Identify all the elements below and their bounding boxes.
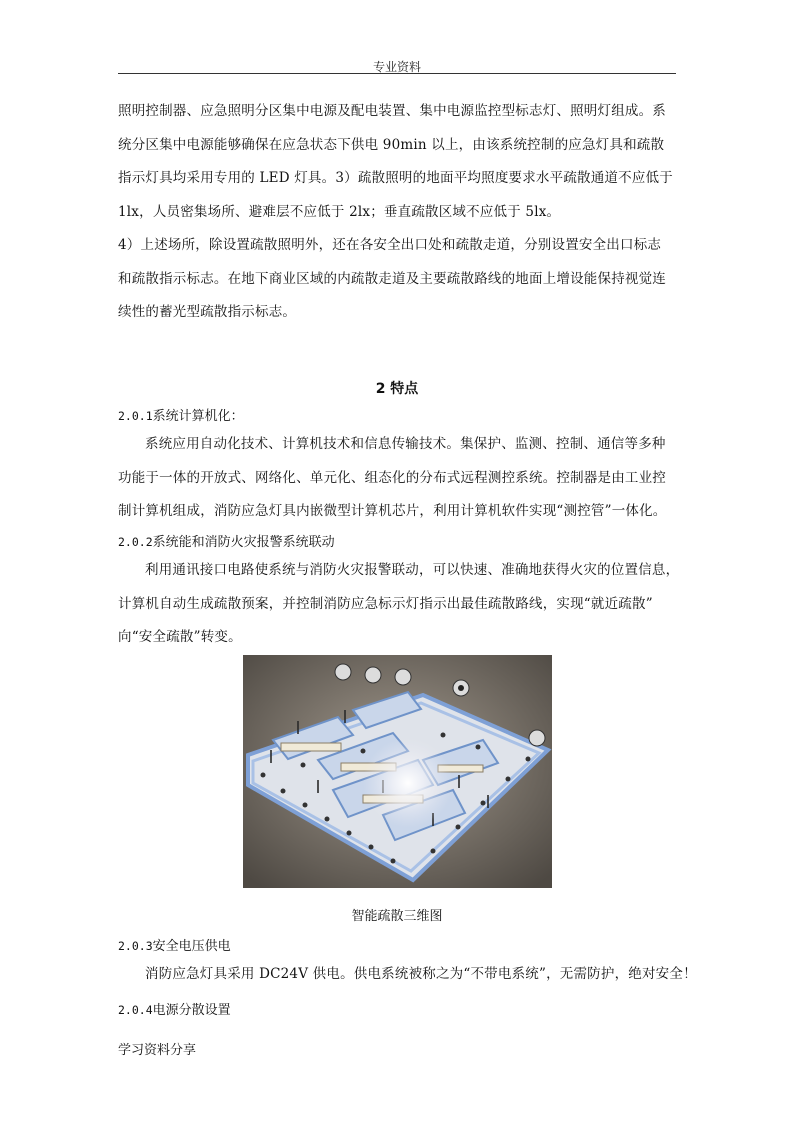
header-title: 专业资料 (372, 60, 421, 74)
text-line: 1lx，人员密集场所、避难层不应低于 2lx；垂直疏散区域不应低于 5lx。 (118, 203, 561, 220)
subsection-title: 电源分散设置 (152, 1003, 231, 1018)
paragraph-2-0-2 (118, 554, 678, 655)
section-title: 2 特点 (375, 381, 419, 397)
text-line: 系统应用自动化技术、计算机技术和信息传输技术。集保护、监测、控制、通信等多种 (145, 436, 666, 452)
text-line: 向“安全疏散”转变。 (118, 629, 242, 645)
text-line: 统分区集中电源能够确保在应急状态下供电 90min 以上，由该系统控制的应急灯具和疏散 (118, 136, 665, 153)
text-line: 照明控制器、应急照明分区集中电源及配电装置、集中电源监控型标志灯、照明灯组成。系 (118, 103, 666, 119)
subsection-number: 2.0.1 (118, 409, 153, 423)
text-line: 4）上述场所，除设置疏散照明外，还在各安全出口处和疏散走道，分别设置安全出口标志 (118, 237, 662, 253)
text-line: 指示灯具均采用专用的 LED 灯具。3）疏散照明的地面平均照度要求水平疏散通道不应低于 (118, 170, 673, 186)
text-line: 利用通讯接口电路使系统与消防火灾报警联动，可以快速、准确地获得火灾的位置信息， (145, 562, 680, 578)
subsection-heading-2-0-3 (118, 935, 231, 954)
subsection-number: 2.0.4 (118, 1003, 153, 1017)
paragraph-2-0-3 (118, 958, 697, 992)
subsection-heading-2-0-4 (118, 999, 231, 1018)
evacuation-3d-figure (243, 655, 552, 888)
text-line: 制计算机组成，消防应急灯具内嵌微型计算机芯片，利用计算机软件实现“测控管”一体化。 (118, 503, 667, 519)
text-line: 续性的蓄光型疏散指示标志。 (118, 304, 297, 320)
text-line: 和疏散指示标志。在地下商业区域的内疏散走道及主要疏散路线的地面上增设能保持视觉连 (118, 270, 666, 287)
subsection-heading-2-0-1 (118, 405, 244, 424)
figure-caption: 智能疏散三维图 (351, 909, 443, 924)
subsection-title: 系统能和消防火灾报警系统联动 (152, 535, 335, 550)
subsection-title: 安全电压供电 (152, 939, 231, 954)
paragraph-2-0-1 (118, 428, 678, 529)
subsection-heading-2-0-2 (118, 531, 335, 550)
subsection-number: 2.0.2 (118, 535, 153, 549)
subsection-number: 2.0.3 (118, 939, 153, 953)
subsection-title: 系统计算机化： (152, 409, 244, 424)
text-line: 功能于一体的开放式、网络化、单元化、组态化的分布式远程测控系统。控制器是由工业控 (118, 469, 666, 486)
intro-paragraph (118, 95, 678, 330)
text-line: 消防应急灯具采用 DC24V 供电。供电系统被称之为“不带电系统”，无需防护，绝对安全！ (145, 966, 697, 982)
evacuation-3d-illustration (243, 655, 552, 888)
header-rule (118, 73, 676, 74)
text-line: 计算机自动生成疏散预案，并控制消防应急标示灯指示出最佳疏散路线，实现“就近疏散” (118, 595, 653, 612)
page-footer: 学习资料分享 (118, 1043, 197, 1058)
